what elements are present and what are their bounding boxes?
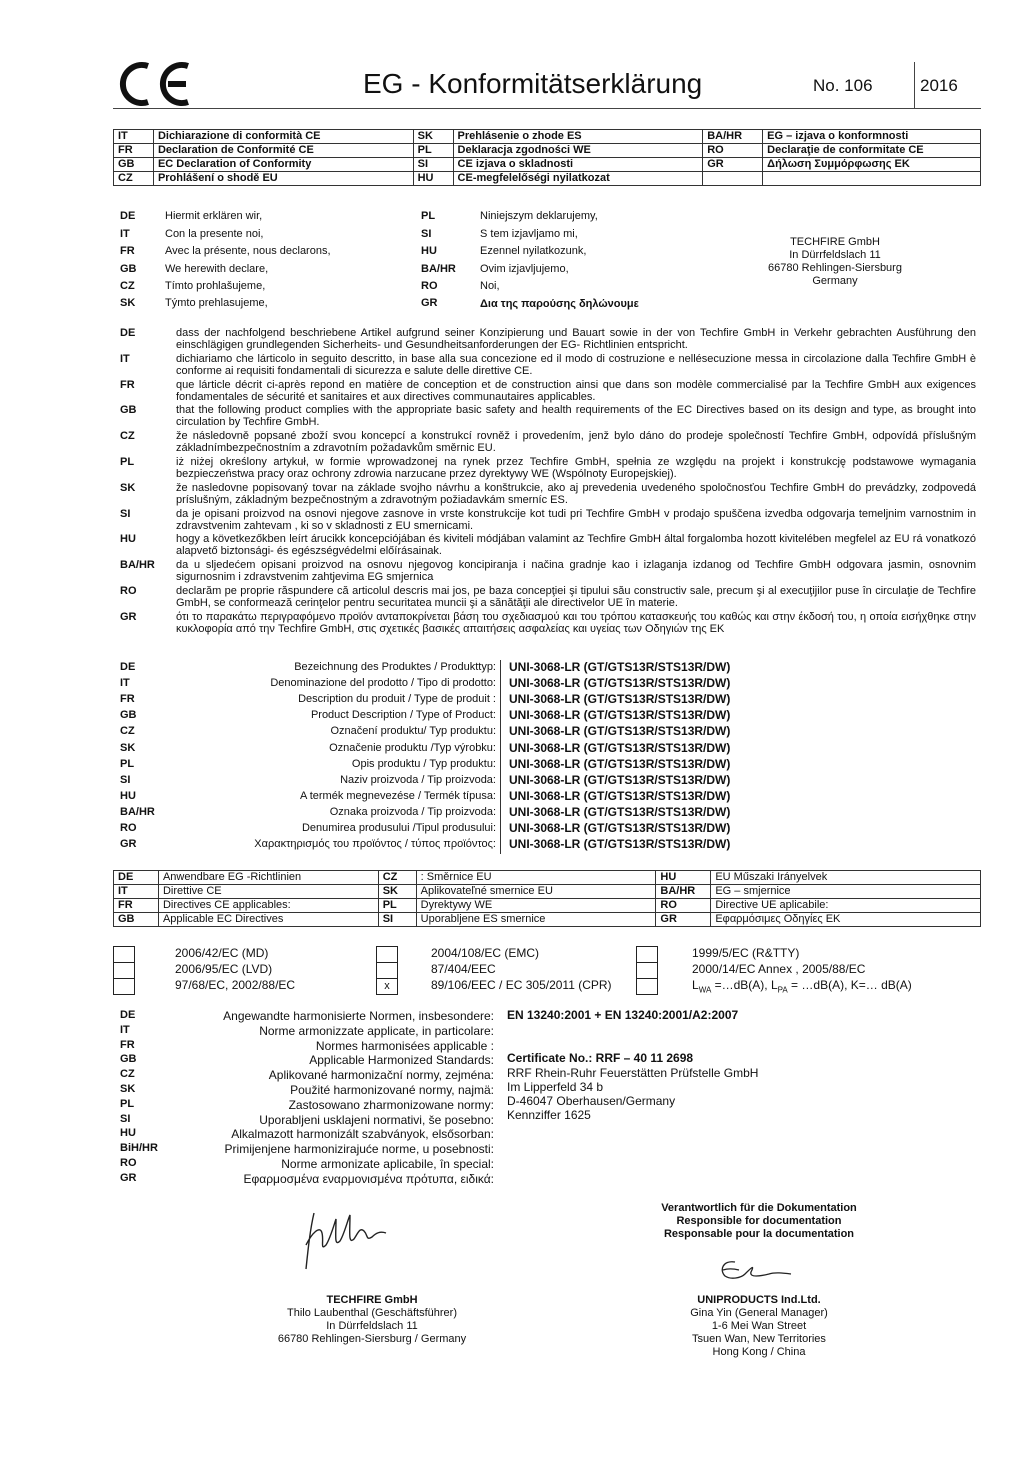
language-code: FR <box>114 144 154 158</box>
product-type-value: UNI-3068-LR (GT/GTS13R/STS13R/DW) <box>509 676 731 691</box>
product-label: Opis produktu / Typ produktu: <box>351 757 496 770</box>
declare-phrase: Týmto prehlasujeme, <box>165 297 268 309</box>
language-code: SI <box>120 507 131 520</box>
norms-label: Angewandte harmonisierte Normen, insbesondere: <box>223 1009 494 1023</box>
language-code: RO <box>421 280 438 292</box>
product-type-value: UNI-3068-LR (GT/GTS13R/STS13R/DW) <box>509 660 731 674</box>
language-code: BA/HR <box>421 263 456 275</box>
title-row <box>114 130 981 144</box>
company-street: In Dürrfeldslach 11 <box>789 249 881 261</box>
conformity-statement: že následovně popsané zboží svou koncepcí a konstrukcí rovněž i provedením, jenž bylo dáno do prodeje společností Techfire GmbH, odpovídá příslušným základnímbezpečnostním a zdravotním požadavkům směrnic EU. <box>176 430 976 455</box>
company-name: TECHFIRE GmbH <box>790 236 880 248</box>
language-code: CZ <box>120 280 135 292</box>
language-code: SK <box>378 885 416 899</box>
language-code: PL <box>120 1097 135 1110</box>
lab-street: Im Lipperfeld 34 b <box>507 1080 604 1094</box>
title-row <box>114 158 981 172</box>
norms-label: Primijenjene harmonizirajuće norme, u posebnosti: <box>224 1142 494 1157</box>
directive-label: $L_{WA}$ =…dB(A), $L_{PA}$ = …dB(A), K=… dB(A) <box>692 978 912 995</box>
product-label: Bezeichnung des Produktes / Produkttyp: <box>294 661 496 673</box>
norms-label: Applicable Harmonized Standards: <box>309 1053 494 1068</box>
conformity-statement: ότι το παρακάτω περιγραφόμενο προϊόν ανταποκρίνεται βάση του σχεδιασμού και του τρόπου κατασκευής του καθώς και στην έκδοσή του, η οποία εισήχθηκε στην κυκλοφορία από την Techfire GmbH, στις σχετικές βασικές απαιτήσεις ασφαλείας και υγείας των Οδηγιών της ΕΚ <box>176 610 976 635</box>
product-type-value: UNI-3068-LR (GT/GTS13R/STS13R/DW) <box>509 788 731 803</box>
directive-checkbox[interactable] <box>113 962 135 979</box>
declaration-title: Prohlášení o shodě EU <box>153 172 413 186</box>
declaration-title: Δήλωση Συμμόρφωσης ΕΚ <box>763 158 981 172</box>
directive-checkbox[interactable] <box>113 978 135 995</box>
directive-title-row <box>114 871 981 885</box>
language-code: GB <box>120 709 137 722</box>
conformity-statement: dichiariamo che lárticolo in seguito descritto, in base alla sua concezione ed il modo di costruzione e nellésecuzione messa in circolazione dalla Techfire GmbH è conforme ai requisiti fondamentali di sicurezza e salute delle direttive CE. <box>176 352 976 377</box>
language-code: FR <box>120 378 135 391</box>
declare-phrase: Ezennel nyilatkozunk, <box>480 245 587 257</box>
language-code: SK <box>413 130 453 144</box>
responsible-en: Responsible for documentation <box>676 1215 842 1227</box>
directive-label: 2000/14/EC Annex , 2005/88/EC <box>692 962 866 976</box>
company-country: Germany <box>812 275 858 287</box>
document-number: No. 106 <box>813 76 873 95</box>
language-code: GB <box>114 158 154 172</box>
product-type-value: UNI-3068-LR (GT/GTS13R/STS13R/DW) <box>509 756 731 771</box>
conformity-statement: declarăm pe proprie răspundere că articolul descris mai jos, pe baza concepţiei şi tipului său constructiv sale, precum şi al execuţijilor puse în circulaţie de Techfire GmbH, se conformează cerinţelor pentru securitatea muncii şi a sănătăţii ale directivelor UE în materie. <box>176 585 976 609</box>
declaration-title: Prehlásenie o zhode ES <box>453 130 703 144</box>
language-code: RO <box>703 144 763 158</box>
language-code: GB <box>120 1053 137 1066</box>
norms-label: Uporabljeni usklajeni normativi, še posebno: <box>259 1112 494 1127</box>
norms-label: Norme armonizzate applicate, in particolare: <box>259 1023 494 1038</box>
signer-left-street: In Dürrfeldslach 11 <box>326 1320 418 1332</box>
language-code: PL <box>378 899 416 913</box>
product-type-value: UNI-3068-LR (GT/GTS13R/STS13R/DW) <box>509 740 731 755</box>
signature-right-image <box>715 1256 795 1286</box>
product-type-value: UNI-3068-LR (GT/GTS13R/STS13R/DW) <box>509 692 731 707</box>
lab-code: Kennziffer 1625 <box>507 1108 591 1122</box>
directive-title: Direttive CE <box>158 885 378 899</box>
product-type-value: UNI-3068-LR (GT/GTS13R/STS13R/DW) <box>509 804 731 819</box>
directive-checkbox[interactable] <box>636 962 658 979</box>
language-code: RO <box>120 822 137 834</box>
product-type-value: UNI-3068-LR (GT/GTS13R/STS13R/DW) <box>509 821 731 835</box>
signature-left-image <box>296 1205 396 1275</box>
directive-title: Uporabljene ES smernice <box>416 913 656 927</box>
lab-name: RRF Rhein-Ruhr Feuerstätten Prüfstelle GmbH <box>507 1066 759 1080</box>
declaration-title: Deklaracja zgodności WE <box>453 144 703 158</box>
declare-phrase: Hiermit erklären wir, <box>165 210 263 222</box>
language-code: IT <box>114 130 154 144</box>
declaration-title-table <box>113 129 981 186</box>
product-type-value: UNI-3068-LR (GT/GTS13R/STS13R/DW) <box>509 772 731 787</box>
language-code: GR <box>120 838 137 851</box>
directive-title: Aplikovateľné smernice EU <box>416 885 656 899</box>
signer-left-company: TECHFIRE GmbH <box>326 1294 418 1306</box>
header-rule <box>113 108 981 109</box>
language-code: FR <box>120 693 135 706</box>
product-label: Označenie produktu /Typ výrobku: <box>329 741 496 754</box>
language-code: BA/HR <box>703 130 763 144</box>
language-code: SK <box>120 481 136 494</box>
product-label: Označení produktu/ Typ produktu: <box>330 725 496 738</box>
directive-title: Applicable EC Directives <box>158 913 378 927</box>
directive-label: 2006/95/EC (LVD) <box>175 962 273 976</box>
product-label: Χαρακτηρισμός του προϊόντος / τύπος προϊόντος: <box>254 838 496 851</box>
norms-label: Alkalmazott harmonizált szabványok, elsősorban: <box>231 1127 494 1142</box>
directive-title: Directives CE applicables: <box>158 899 378 913</box>
directive-label: 2004/108/EC (EMC) <box>431 946 540 960</box>
directive-checkbox[interactable] <box>376 946 398 963</box>
norms-label: Norme armonizate aplicabile, în special: <box>281 1157 494 1171</box>
conformity-statement: že nasledovne popisovaný tovar na základe svojho návrhu a konštrukcie, ako aj prevedenia uvedeného spoločnosťou Techfire GmbH do prevádzky, zodpovedá príslušným, základným bezpečnostným a zdravotným požiadavkám smerníc ES. <box>176 481 976 506</box>
lab-city: D-46047 Oberhausen/Germany <box>507 1094 676 1108</box>
standard-number: EN 13240:2001 + EN 13240:2001/A2:2007 <box>507 1008 739 1022</box>
ce-mark-logo <box>118 60 194 108</box>
language-code: DE <box>114 871 159 885</box>
declare-phrase: Con la presente noi, <box>165 228 264 240</box>
signer-right-company: UNIPRODUCTS Ind.Ltd. <box>697 1294 821 1306</box>
language-code: GR <box>421 297 438 309</box>
language-code: GB <box>120 263 137 275</box>
directive-checkbox[interactable] <box>636 946 658 963</box>
directive-label: 2006/42/EC (MD) <box>175 946 269 960</box>
declaration-title: EC Declaration of Conformity <box>153 158 413 172</box>
language-code: IT <box>120 677 130 690</box>
directives-title-table <box>113 870 981 927</box>
language-code: HU <box>421 245 437 257</box>
declaration-title: Declaraţie de conformitate CE <box>763 144 981 158</box>
product-type-value: UNI-3068-LR (GT/GTS13R/STS13R/DW) <box>509 708 731 723</box>
declare-phrase: Tímto prohlašujeme, <box>165 280 266 292</box>
language-code: IT <box>120 352 130 365</box>
product-type-value: UNI-3068-LR (GT/GTS13R/STS13R/DW) <box>509 724 731 739</box>
signer-right-city: Hong Kong / China <box>712 1346 806 1358</box>
language-code: SI <box>413 158 453 172</box>
directive-title-row <box>114 913 981 927</box>
directive-checkbox[interactable]: x <box>376 978 398 995</box>
declare-phrase: S tem izjavljamo mi, <box>480 228 578 240</box>
conformity-statement: hogy a következőkben leírt árucikk koncepciójában és kiviteli módjában valamint az Techfire GmbH által forgalomba hozott kivitelében megfelel az EU rá vonatkozó alapvető biztonsági- és egészségvédelmi előírásainak. <box>176 533 976 558</box>
header-divider <box>914 62 915 108</box>
declare-phrase: Ovim izjavljujemo, <box>480 263 569 275</box>
directive-label: 97/68/EC, 2002/88/EC <box>175 978 296 992</box>
language-code: RO <box>120 585 137 597</box>
signer-right <box>620 1294 898 1359</box>
language-code: HU <box>120 789 136 802</box>
title-row <box>114 172 981 186</box>
certificate-number: Certificate No.: RRF – 40 11 2698 <box>507 1051 694 1065</box>
norms-label: Normes harmonisées applicable : <box>315 1038 494 1053</box>
signer-right-name: Gina Yin (General Manager) <box>690 1307 828 1319</box>
directive-title-row <box>114 899 981 913</box>
directive-label: 87/404/EEC <box>431 962 496 976</box>
language-code: HU <box>413 172 453 186</box>
conformity-statement: que lárticle décrit ci-après repond en matière de conception et de construction ainsi que dans son modèle commercialisé par la Techfire GmbH aux exigences fondamentales de sécurité et sanitaires et aux directives communautaires applicables. <box>176 378 976 403</box>
test-lab-address <box>507 1066 758 1122</box>
product-label: Product Description / Type of Product: <box>310 709 496 722</box>
directive-checkbox[interactable] <box>636 978 658 995</box>
product-label: Denumirea produsului /Tipul produsului: <box>301 822 496 834</box>
language-code: IT <box>120 228 130 240</box>
language-code: SK <box>120 741 136 754</box>
language-code: CZ <box>120 1068 135 1081</box>
directive-title: : Směrnice EU <box>416 871 656 885</box>
language-code: GB <box>114 913 159 927</box>
language-code: SI <box>378 913 416 927</box>
declaration-title: CE izjava o skladnosti <box>453 158 703 172</box>
language-code: CZ <box>120 725 135 738</box>
directive-title-row <box>114 885 981 899</box>
declare-phrase: We herewith declare, <box>165 263 269 275</box>
language-code: PL <box>120 456 135 468</box>
language-code: DE <box>120 210 136 222</box>
language-code: GR <box>656 913 711 927</box>
language-code: GR <box>703 158 763 172</box>
language-code: DE <box>120 661 136 673</box>
language-code: HU <box>120 1127 136 1140</box>
product-label: Naziv proizvoda / Tip proizvoda: <box>340 773 496 786</box>
responsible-fr: Responsable pour la documentation <box>663 1228 855 1240</box>
norms-label: Použité harmonizované normy, najmä: <box>290 1083 494 1097</box>
language-code: RO <box>656 899 711 913</box>
language-code: IT <box>120 1023 130 1036</box>
conformity-statement: da je opisani proizvod na osnovi njegove zasnove in vrste konstrukcije kot tudi pri Techfire GmbH v prodajo spuščena izvedba odgovarja temeljnim varnostnim in zdravstvenim zahtevam , ki so v skladnosti z EU smernicami. <box>176 507 976 532</box>
manufacturer-address <box>760 236 910 288</box>
conformity-statement: dass der nachfolgend beschriebene Artikel aufgrund seiner Konzipierung und Bauart sowie in der von Techfire GmbH in Verkehr gebrachten Ausführung den einschlägigen grundlegenden Sicherheits- und Gesundheitsanforderungen der EG- Richtlinien entspricht. <box>176 327 976 351</box>
language-code: PL <box>413 144 453 158</box>
language-code: PL <box>120 757 135 770</box>
directive-title: EG – smjernice <box>711 885 981 899</box>
conformity-statement: da u sljedećem opisani proizvod na osnovu njegovog koncipiranja i načina gradnje kao i izlaganja izdanog od Techfire GmbH odgovara jasmin, osnovnim sigurnosnim i zdravstvenim zahtjevima EG smjernica <box>176 559 976 584</box>
company-city: 66780 Rehlingen-Siersburg <box>768 262 902 274</box>
conformity-statement: iż niżej określony artykuł, w formie wprowadzonej na rynek przez Techfire GmbH, spełnia ze względu na projekt i konstrukcję podstawowe wymagania bezpieczeństwa pracy oraz ochrony zdrowia narzucane przez dyrektywy WE (Wspólnoty Europejskiej). <box>176 456 976 480</box>
directive-title: EU Műszaki Irányelvek <box>711 871 981 885</box>
language-code: DE <box>120 327 136 339</box>
declaration-title: EG – izjava o konformnosti <box>763 130 981 144</box>
product-label: Oznaka proizvoda / Tip proizvoda: <box>329 805 496 818</box>
signer-right-street: 1-6 Mei Wan Street <box>711 1320 807 1332</box>
language-code: GB <box>120 404 137 417</box>
language-code: HU <box>656 871 711 885</box>
language-code: CZ <box>378 871 416 885</box>
directive-title: Dyrektywy WE <box>416 899 656 913</box>
language-code: HU <box>120 533 136 546</box>
language-code <box>703 172 763 186</box>
product-label: Description du produit / Type de produit : <box>298 693 496 706</box>
declaration-title <box>763 172 981 186</box>
norms-label: Εφαρμοσμένα εναρμονισμένα πρότυπα, ειδικά: <box>243 1171 494 1186</box>
signer-right-district: Tsuen Wan, New Territories <box>692 1333 826 1345</box>
declaration-title: CE-megfelelőségi nyilatkozat <box>453 172 703 186</box>
directive-label: 1999/5/EC (R&TTY) <box>692 946 800 960</box>
language-code: SI <box>120 1112 131 1125</box>
language-code: BA/HR <box>656 885 711 899</box>
declare-phrase: Noi, <box>480 280 500 292</box>
responsible-de: Verantwortlich für die Dokumentation <box>661 1202 857 1214</box>
directive-title: Anwendbare EG -Richtlinien <box>158 871 378 885</box>
declare-phrase: Δια της παρούσης δηλώνουμε <box>480 298 639 310</box>
document-year: 2016 <box>920 76 958 95</box>
language-code: FR <box>120 245 135 257</box>
language-code: CZ <box>114 172 154 186</box>
norms-label: Zastosowano zharmonizowane normy: <box>288 1097 494 1112</box>
product-label: Denominazione del prodotto / Tipo di prodotto: <box>270 677 496 690</box>
product-divider <box>500 660 501 854</box>
signer-left-city: 66780 Rehlingen-Siersburg / Germany <box>277 1333 467 1345</box>
language-code: GR <box>120 610 137 623</box>
signer-left <box>222 1294 522 1346</box>
language-code: BA/HR <box>120 559 155 572</box>
documentation-responsible <box>640 1202 878 1241</box>
product-label: A termék megnevezése / Termék típusa: <box>299 789 496 802</box>
conformity-statement: that the following product complies with the appropriate basic safety and health requirements of the EC Directives based on its design and type, as brought into circulation by Techfire GmbH. <box>176 404 976 429</box>
language-code: CZ <box>120 430 135 443</box>
title-row <box>114 144 981 158</box>
language-code: SI <box>421 228 432 240</box>
language-code: SK <box>120 1083 136 1095</box>
directive-title: Εφαρμόσιμες Οδηγίες ΕΚ <box>711 913 981 927</box>
page-title: EG - Konformitätserklärung <box>363 68 703 99</box>
declaration-title: Declaration de Conformité CE <box>153 144 413 158</box>
product-type-value: UNI-3068-LR (GT/GTS13R/STS13R/DW) <box>509 837 731 852</box>
directive-checkbox[interactable] <box>113 946 135 963</box>
directive-label: 89/106/EEC / EC 305/2011 (CPR) <box>431 978 612 992</box>
language-code: GR <box>120 1171 137 1184</box>
language-code: FR <box>120 1038 135 1051</box>
language-code: SK <box>120 297 136 309</box>
language-code: PL <box>421 210 436 222</box>
language-code: DE <box>120 1009 136 1021</box>
declare-phrase: Niniejszym deklarujemy, <box>480 210 598 222</box>
language-code: SI <box>120 773 131 786</box>
language-code: BiH/HR <box>120 1142 158 1155</box>
language-code: RO <box>120 1157 137 1169</box>
language-code: IT <box>114 885 159 899</box>
language-code: FR <box>114 899 159 913</box>
language-code: BA/HR <box>120 805 155 818</box>
norms-label: Aplikované harmonizační normy, zejména: <box>268 1068 494 1083</box>
directive-title: Directive UE aplicabile: <box>711 899 981 913</box>
signer-left-name: Thilo Laubenthal (Geschäftsführer) <box>287 1307 457 1319</box>
declaration-title: Dichiarazione di conformità CE <box>153 130 413 144</box>
directive-checkbox[interactable] <box>376 962 398 979</box>
declare-phrase: Avec la présente, nous declarons, <box>165 245 331 257</box>
